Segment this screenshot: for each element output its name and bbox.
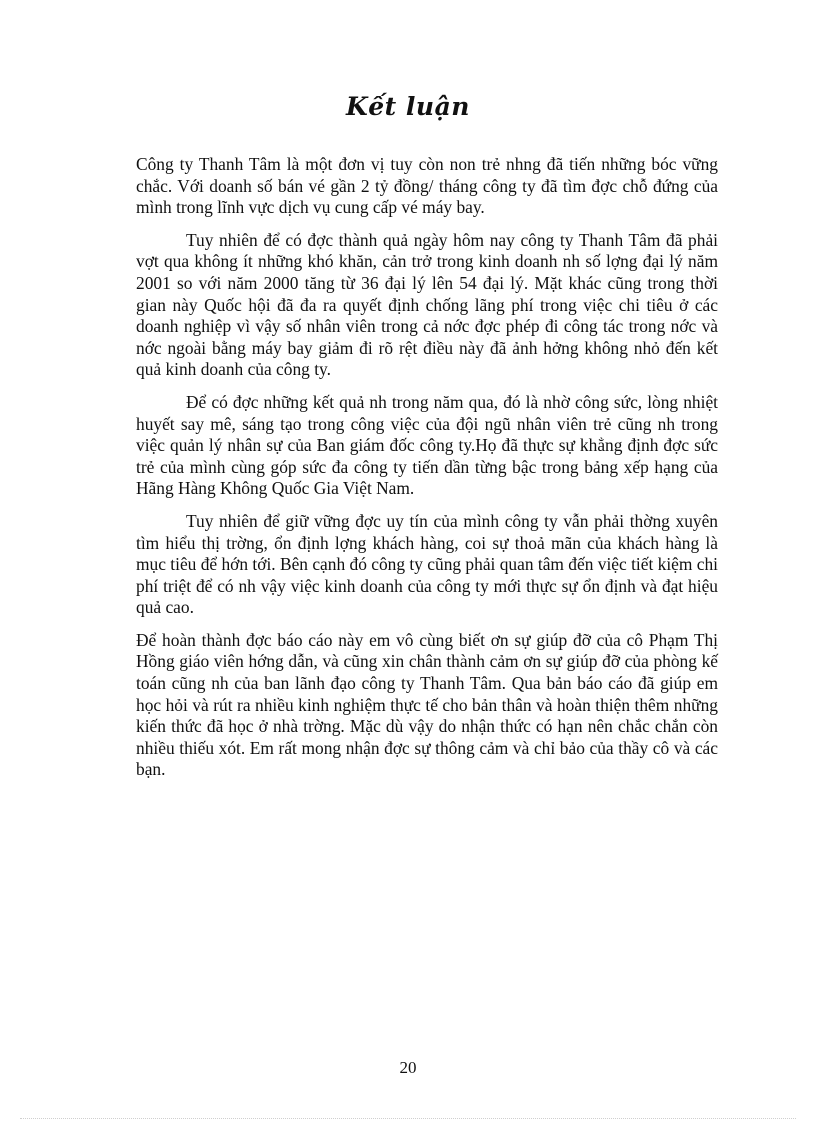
page-number: 20 [399,1058,417,1077]
paragraph-3: Để có đợc những kết quả nh trong năm qua, đó là nhờ công sức, lòng nhiệt huyết say mê, sáng tạo trong công việc của đội ngũ nhân viên trẻ cũng nh trong việc quản lý nhân sự của Ban giám đốc công ty.Họ đã thực sự khẳng định đợc sức trẻ của mình cùng góp sức đa công ty tiến dần từng bậc trong bảng xếp hạng của Hãng Hàng Không Quốc Gia Việt Nam. [136,391,718,499]
page-title: Kết luận [346,92,470,121]
paragraph-5: Để hoàn thành đợc báo cáo này em vô cùng biết ơn sự giúp đỡ của cô Phạm Thị Hồng giáo viên hớng dẫn, và cũng xin chân thành cảm ơn sự giúp đỡ của phòng kế toán cũng nh của ban lãnh đạo công ty Thanh Tâm. Qua bản báo cáo đã giúp em học hỏi và rút ra nhiều kinh nghiệm thực tế cho bản thân và hoàn thiện thêm những kiến thức đã học ở nhà trờng. Mặc dù vậy do nhận thức có hạn nên chắc chắn còn nhiều thiếu xót. Em rất mong nhận đợc sự thông cảm và chỉ bảo của thầy cô và các bạn. [136,629,718,780]
page-bottom-divider [20,1118,796,1119]
paragraph-1: Công ty Thanh Tâm là một đơn vị tuy còn non trẻ nhng đã tiến những bóc vững chắc. Với doanh số bán vé gần 2 tỷ đồng/ tháng công ty đã tìm đợc chỗ đứng của mình trong lĩnh vực dịch vụ cung cấp vé máy bay. [136,154,718,218]
paragraph-2: Tuy nhiên để có đợc thành quả ngày hôm nay công ty Thanh Tâm đã phải vợt qua không ít những khó khăn, cản trở trong kinh doanh nh số lợng đại lý năm 2001 so với năm 2000 tăng từ 36 đại lý lên 54 đại lý. Mặt khác cũng trong thời gian này Quốc hội đã đa ra quyết định chống lãng phí trong việc chi tiêu ở các doanh nghiệp vì vậy số nhân viên trong cả nớc đợc phép đi công tác trong nớc và nớc ngoài bằng máy bay giảm đi rõ rệt điều này đã ảnh hởng không nhỏ đến kết quả kinh doanh của công ty. [136,229,718,380]
document-body [136,154,718,792]
paragraph-4: Tuy nhiên để giữ vững đợc uy tín của mình công ty vẫn phải thờng xuyên tìm hiểu thị trờng, ổn định lợng khách hàng, coi sự thoả mãn của khách hàng là mục tiêu để hớn tới. Bên cạnh đó công ty cũng phải quan tâm đến việc tiết kiệm chi phí triệt để có nh vậy việc kinh doanh của công ty mới thực sự ổn định và đạt hiệu quả cao. [136,510,718,618]
